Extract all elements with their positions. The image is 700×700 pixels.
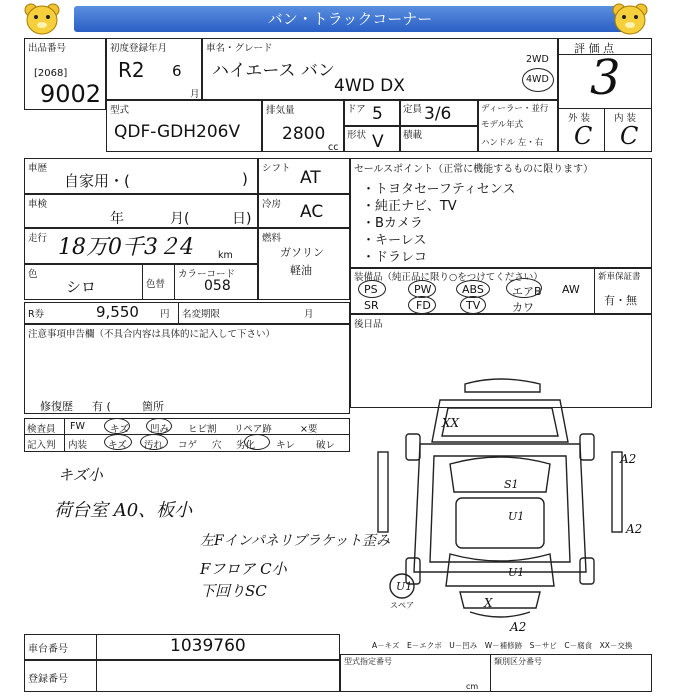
doors-value: 5: [372, 104, 383, 124]
inspector-item: リペア跡: [234, 424, 272, 435]
sales-point-item: ・Bカメラ: [362, 216, 423, 231]
equip-leather: カワ: [512, 301, 534, 314]
damage-mark: U1: [508, 566, 525, 579]
new-manual-value: 有・無: [604, 294, 637, 307]
damage-mark: XX: [442, 416, 460, 430]
history-label: 車歴: [28, 163, 48, 174]
damage-mark: U1: [396, 580, 413, 593]
recycle-expiry-month: 月: [304, 309, 314, 320]
equip-sr: SR: [364, 299, 379, 312]
shift-label: シフト: [262, 163, 291, 174]
recycle-unit: 円: [160, 309, 170, 320]
model-label: 型式: [110, 105, 130, 116]
lot-label: 出品番号: [28, 43, 67, 54]
page-title: バン・トラックコーナー: [74, 6, 626, 32]
score-ext: C: [574, 122, 593, 150]
equip-fd: FD: [416, 299, 431, 312]
sales-point-item: ・トヨタセーフティセンス: [362, 182, 516, 197]
damage-mark: X: [484, 596, 493, 610]
fuel-value: ガソリン: [280, 246, 324, 259]
footer-cm: cm: [466, 682, 479, 691]
load-label: 積載: [403, 130, 423, 141]
repair-close: 箇所: [142, 400, 164, 413]
handwritten-note: キズ小: [58, 466, 103, 484]
damage-mark: A2: [510, 620, 527, 634]
inspector-item: ×要: [300, 424, 318, 435]
chassis-value: 1039760: [170, 636, 246, 656]
ac-value: AC: [300, 202, 324, 222]
inspection-year: 年: [110, 211, 124, 227]
inspection-day: 日): [232, 211, 252, 227]
footer-label-1: 型式指定番号: [344, 657, 392, 666]
model-value: QDF-GDH206V: [114, 122, 241, 142]
car-grade: 4WD DX: [334, 76, 405, 96]
shift-value: AT: [300, 168, 321, 188]
inspection-month: 月(: [170, 211, 190, 227]
equipment-title: 装備品（純正品に限り○をつけてください）: [354, 272, 543, 283]
model-year-label: モデル年式: [481, 120, 524, 130]
handle-label: ハンドル 左・右: [481, 138, 544, 148]
handwritten-note: 荷台室 A0、板小: [54, 500, 193, 521]
displacement-value: 2800: [282, 124, 326, 144]
first-reg-month: 6: [172, 62, 182, 80]
capacity-label: 定員: [403, 104, 423, 115]
mileage-value: 18万0千3２4: [58, 235, 194, 260]
recycle-expiry-label: 名変期限: [182, 309, 221, 320]
handwritten-note: 左Fインパネリブラケット歪み: [200, 533, 391, 549]
damage-mark: U1: [508, 510, 525, 523]
spare-label: スペア: [390, 601, 414, 610]
color-code: 058: [204, 278, 231, 294]
equip-abs: ABS: [462, 283, 484, 296]
registration-box: [24, 660, 340, 692]
car-name: ハイエース バン: [212, 61, 335, 81]
capacity-value: 3/6: [424, 104, 452, 124]
handwritten-note: 下回りSC: [200, 582, 267, 600]
score-label: 評 価 点: [574, 42, 614, 55]
mileage-unit: km: [218, 250, 233, 261]
sales-point-item: ・純正ナビ、TV: [362, 199, 457, 214]
drive-4wd: 4WD: [526, 74, 549, 85]
shape-label: 形状: [347, 130, 367, 141]
inspector-item: キズ: [110, 424, 129, 435]
inspector-item: コゲ: [178, 440, 198, 451]
fuel-alt: 軽油: [290, 264, 312, 277]
inspector-item: 汚れ: [144, 440, 164, 451]
doors-label: ドア: [347, 104, 366, 115]
sales-point-item: ・ドラレコ: [362, 250, 428, 265]
ac-label: 冷房: [262, 199, 282, 210]
color-value: シロ: [66, 278, 97, 296]
inspection-label: 車検: [28, 199, 48, 210]
equip-airbag: エアB: [512, 285, 542, 298]
inspector-item: FW: [70, 421, 85, 432]
equip-ps: PS: [364, 283, 378, 296]
recycle-value: 9,550: [96, 303, 139, 321]
inspector-item: 穴: [212, 440, 222, 451]
first-reg-label: 初度登録年月: [110, 43, 168, 54]
footer-label-2: 類別区分番号: [494, 657, 542, 666]
first-reg-era: R2: [118, 58, 145, 82]
history-box: [24, 158, 258, 194]
color-code-label: カラーコード: [178, 269, 236, 280]
history-value: 自家用・(: [64, 172, 130, 190]
rear-items-label: 後日品: [354, 319, 383, 330]
chassis-label: 車台番号: [28, 644, 68, 655]
repair-value: 有 (: [92, 400, 111, 413]
lot-sub: [2068]: [34, 68, 68, 79]
repair-label: 修復歴: [40, 400, 73, 413]
notes-label: 注意事項申告欄（不具合内容は具体的に記入して下さい）: [28, 329, 276, 340]
score-value: 3: [590, 50, 621, 106]
new-manual-label: 新車保証書: [598, 272, 641, 282]
inspector-row1-label: 検査員: [27, 424, 56, 435]
score-int-label: 内 装: [614, 113, 637, 124]
handwritten-note: Fフロア C小: [200, 560, 287, 578]
sales-point-item: ・キーレス: [362, 233, 427, 248]
drive-2wd: 2WD: [526, 54, 549, 65]
score-ext-label: 外 装: [568, 113, 591, 124]
inspection-box: [24, 194, 258, 228]
vehicle-diagram: [350, 372, 652, 632]
color-change-label: 色替: [146, 279, 166, 290]
inspector-item: ヒビ割: [188, 424, 217, 435]
damage-legend: A－キズ E－エクボ U－凹み W－補修跡 S－サビ C－腐食 XX－交換: [372, 641, 633, 650]
fuel-label: 燃料: [262, 233, 282, 244]
bear-mascot-right-icon: [610, 2, 650, 36]
inspector-item: 劣化: [236, 440, 256, 451]
dealer-label: ディーラー・並行: [481, 104, 549, 114]
lot-number: 9002: [40, 80, 102, 108]
score-int: C: [620, 122, 639, 150]
damage-mark: A2: [626, 522, 643, 536]
recycle-label: R券: [28, 309, 45, 320]
displacement-unit: cc: [328, 142, 339, 153]
equip-pw: PW: [414, 283, 432, 296]
inspector-item: キレ: [276, 440, 295, 451]
damage-mark: S1: [504, 478, 519, 491]
bear-mascot-left-icon: [22, 2, 62, 36]
inspector-item: 破レ: [316, 440, 336, 451]
first-reg-month-unit: 月: [190, 89, 200, 100]
equip-aw: AW: [562, 283, 580, 296]
displacement-label: 排気量: [266, 105, 295, 116]
car-name-label: 車名・グレード: [206, 43, 273, 54]
inspector-item: キズ: [108, 440, 127, 451]
inspector-item: 凹み: [150, 424, 170, 435]
history-close: ): [242, 170, 248, 188]
inspector-item: 内装: [68, 440, 88, 451]
registration-label: 登録番号: [28, 674, 68, 685]
equip-tv: TV: [466, 299, 481, 312]
color-label: 色: [28, 269, 38, 280]
shape-value: V: [372, 132, 384, 152]
damage-mark: A2: [620, 452, 637, 466]
inspector-row2-label: 記入判: [27, 440, 56, 451]
sales-points-title: セールスポイント（正常に機能するものに限ります）: [354, 164, 594, 175]
mileage-label: 走行: [28, 233, 48, 244]
